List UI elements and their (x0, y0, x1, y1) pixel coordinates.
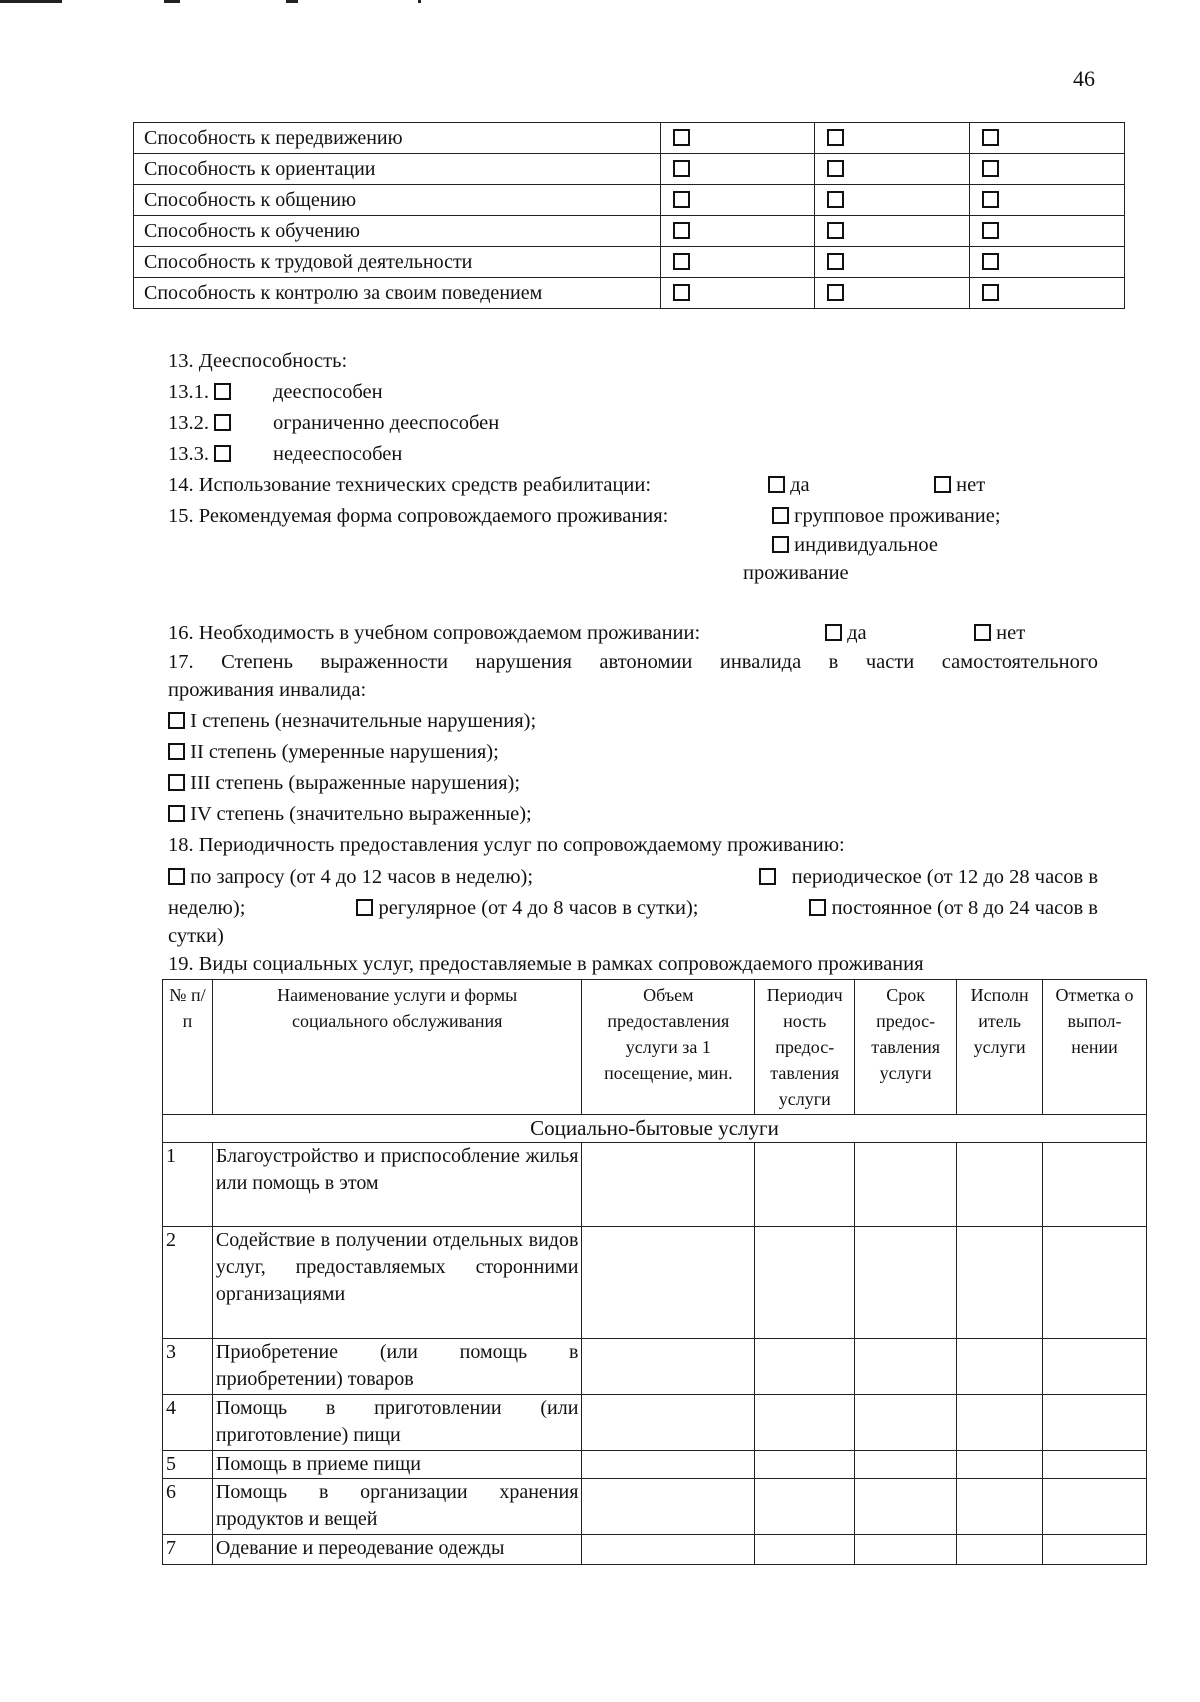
checkbox[interactable] (827, 222, 844, 239)
mark-cell[interactable] (1043, 1227, 1147, 1339)
option-label: дееспособен (273, 381, 383, 403)
volume-cell[interactable] (582, 1227, 755, 1339)
column-header-term: Срок предос- тавления услуги (855, 980, 957, 1115)
capacity-option (168, 377, 231, 408)
checkbox[interactable] (214, 445, 231, 462)
checkbox[interactable] (673, 222, 690, 239)
table-row (134, 278, 1125, 309)
row-number: 2 (163, 1227, 213, 1339)
row-number: 6 (163, 1479, 213, 1535)
checkbox[interactable] (827, 284, 844, 301)
q18-options-line1 (168, 862, 1098, 893)
q15-option-group (772, 501, 1001, 532)
service-name: Благоустройство и приспособление жилья или помощь в этом (212, 1143, 581, 1227)
service-name: Приобретение (или помощь в приобретении) товаров (212, 1339, 581, 1395)
row-number: 5 (163, 1451, 213, 1479)
degree-option (168, 768, 520, 799)
table-row (163, 1395, 1147, 1451)
table-row (134, 185, 1125, 216)
term-cell[interactable] (855, 1227, 957, 1339)
period-cell[interactable] (755, 1451, 855, 1479)
option-label: постоянное (от 8 до 24 часов в (831, 897, 1098, 919)
checkbox[interactable] (673, 129, 690, 146)
checkbox[interactable] (214, 414, 231, 431)
checkbox[interactable] (982, 284, 999, 301)
table-row (134, 154, 1125, 185)
checkbox[interactable] (934, 476, 951, 493)
option-label: проживание (743, 562, 849, 584)
period-cell[interactable] (755, 1227, 855, 1339)
column-header-num: № п/п (163, 980, 213, 1115)
q16-text: 16. Необходимость в учебном сопровождаемом проживании: (168, 622, 701, 644)
q18-option-regular (356, 893, 698, 924)
checkbox[interactable] (673, 253, 690, 270)
option-label: периодическое (от 12 до 28 часов в (791, 866, 1098, 888)
checkbox[interactable] (772, 507, 789, 524)
executor-cell[interactable] (957, 1535, 1043, 1565)
checkbox[interactable] (809, 899, 826, 916)
table-row (134, 123, 1125, 154)
volume-cell[interactable] (582, 1535, 755, 1565)
service-name: Помощь в приготовлении (или приготовление) пищи (212, 1395, 581, 1451)
executor-cell[interactable] (957, 1227, 1043, 1339)
q18-title: 18. Периодичность предоставления услуг по сопровождаемому проживанию: (168, 834, 845, 856)
checkbox[interactable] (982, 129, 999, 146)
column-header-name: Наименование услуги и формы социального обслуживания (212, 980, 581, 1115)
option-label: IV степень (значительно выраженные); (190, 803, 532, 825)
option-label: II степень (умеренные нарушения); (190, 741, 499, 763)
ability-label: Способность к обучению (134, 216, 661, 247)
option-label: ограниченно дееспособен (273, 412, 500, 434)
mark-cell[interactable] (1043, 1143, 1147, 1227)
period-cell[interactable] (755, 1395, 855, 1451)
option-number: 13.3. (168, 443, 209, 465)
checkbox[interactable] (356, 899, 373, 916)
ability-label: Способность к контролю за своим поведением (134, 278, 661, 309)
term-cell[interactable] (855, 1451, 957, 1479)
period-cell[interactable] (755, 1479, 855, 1535)
term-cell[interactable] (855, 1395, 957, 1451)
degree-option (168, 799, 532, 830)
row-number: 4 (163, 1395, 213, 1451)
checkbox[interactable] (168, 774, 185, 791)
checkbox[interactable] (827, 253, 844, 270)
checkbox[interactable] (974, 624, 991, 641)
abilities-table (133, 122, 1125, 309)
q17-text: 17. Степень выраженности нарушения автономии инвалида в части самостоятельного (168, 651, 1098, 673)
checkbox[interactable] (982, 222, 999, 239)
checkbox[interactable] (827, 160, 844, 177)
capacity-option (168, 439, 231, 470)
checkbox[interactable] (982, 160, 999, 177)
volume-cell[interactable] (582, 1395, 755, 1451)
q18-option-request (168, 862, 533, 893)
executor-cell[interactable] (957, 1339, 1043, 1395)
executor-cell[interactable] (957, 1395, 1043, 1451)
table-row (163, 1479, 1147, 1535)
row-number: 1 (163, 1143, 213, 1227)
table-row (163, 1143, 1147, 1227)
executor-cell[interactable] (957, 1451, 1043, 1479)
option-label: недееспособен (273, 443, 403, 465)
mark-cell[interactable] (1043, 1339, 1147, 1395)
term-cell[interactable] (855, 1479, 957, 1535)
q17-text-cont: проживания инвалида: (168, 679, 367, 701)
option-number: 13.1. (168, 381, 209, 403)
row-number: 7 (163, 1535, 213, 1565)
volume-cell[interactable] (582, 1339, 755, 1395)
service-name: Содействие в получении отдельных видов услуг, предоставляемых сторонними организациями (212, 1227, 581, 1339)
volume-cell[interactable] (582, 1451, 755, 1479)
checkbox[interactable] (168, 712, 185, 729)
service-name: Одевание и переодевание одежды (212, 1535, 581, 1565)
option-label: регулярное (от 4 до 8 часов в сутки); (378, 897, 699, 919)
checkbox[interactable] (827, 191, 844, 208)
table-row (134, 247, 1125, 278)
q14-yes (768, 470, 810, 501)
q19-title: 19. Виды социальных услуг, предоставляемые в рамках сопровождаемого проживания (168, 953, 924, 975)
option-label: групповое проживание; (794, 505, 1001, 527)
volume-cell[interactable] (582, 1143, 755, 1227)
checkbox[interactable] (768, 476, 785, 493)
table-row (163, 1339, 1147, 1395)
checkbox[interactable] (982, 253, 999, 270)
checkbox[interactable] (214, 383, 231, 400)
section-row (163, 1115, 1147, 1143)
q18-option-constant (809, 893, 1098, 924)
table-row (134, 216, 1125, 247)
ability-label: Способность к передвижению (134, 123, 661, 154)
degree-option (168, 706, 536, 737)
option-label: да (790, 474, 810, 496)
q14-no (934, 470, 985, 501)
term-cell[interactable] (855, 1535, 957, 1565)
q15-text: 15. Рекомендуемая форма сопровождаемого проживания: (168, 505, 669, 527)
period-cell[interactable] (755, 1339, 855, 1395)
row-number: 3 (163, 1339, 213, 1395)
page-number: 46 (1073, 66, 1095, 91)
services-table (162, 979, 1147, 1565)
capacity-option (168, 408, 231, 439)
degree-option (168, 737, 499, 768)
mark-cell[interactable] (1043, 1395, 1147, 1451)
option-label: да (847, 622, 867, 644)
q16-yes (825, 618, 867, 649)
option-label: сутки) (168, 925, 224, 947)
column-header-executor: Исполн итель услуги (957, 980, 1043, 1115)
checkbox[interactable] (673, 284, 690, 301)
q16-no (974, 618, 1025, 649)
table-row (163, 1535, 1147, 1565)
ability-label: Способность к ориентации (134, 154, 661, 185)
column-header-mark: Отметка о выпол- нении (1043, 980, 1147, 1115)
term-cell[interactable] (855, 1143, 957, 1227)
checkbox[interactable] (673, 191, 690, 208)
service-name: Помощь в приеме пищи (212, 1451, 581, 1479)
section-title: Социально-бытовые услуги (163, 1115, 1147, 1143)
checkbox[interactable] (772, 536, 789, 553)
option-number: 13.2. (168, 412, 209, 434)
q15-option-individual (772, 530, 938, 561)
option-label: неделю); (168, 897, 246, 919)
q14-text: 14. Использование технических средств реабилитации: (168, 474, 652, 496)
term-cell[interactable] (855, 1339, 957, 1395)
ability-label: Способность к трудовой деятельности (134, 247, 661, 278)
option-label: индивидуальное (794, 534, 938, 556)
option-label: по запросу (от 4 до 12 часов в неделю); (190, 866, 534, 888)
checkbox[interactable] (982, 191, 999, 208)
checkbox[interactable] (825, 624, 842, 641)
column-header-volume: Объем предоставления услуги за 1 посещение, мин. (582, 980, 755, 1115)
executor-cell[interactable] (957, 1143, 1043, 1227)
checkbox[interactable] (759, 868, 776, 885)
executor-cell[interactable] (957, 1479, 1043, 1535)
period-cell[interactable] (755, 1535, 855, 1565)
column-header-period: Периодич ность предос- тавления услуги (755, 980, 855, 1115)
volume-cell[interactable] (582, 1479, 755, 1535)
checkbox[interactable] (673, 160, 690, 177)
option-label: III степень (выраженные нарушения); (190, 772, 521, 794)
checkbox[interactable] (168, 743, 185, 760)
q18-options-line2 (168, 893, 1098, 924)
mark-cell[interactable] (1043, 1451, 1147, 1479)
table-row (163, 1451, 1147, 1479)
q18-option-periodic (759, 862, 1098, 893)
ability-label: Способность к общению (134, 185, 661, 216)
checkbox[interactable] (168, 805, 185, 822)
period-cell[interactable] (755, 1143, 855, 1227)
service-name: Помощь в организации хранения продуктов и вещей (212, 1479, 581, 1535)
table-row (163, 1227, 1147, 1339)
checkbox[interactable] (168, 868, 185, 885)
checkbox[interactable] (827, 129, 844, 146)
mark-cell[interactable] (1043, 1479, 1147, 1535)
capacity-title: 13. Дееспособность: (168, 350, 348, 372)
option-label: нет (996, 622, 1026, 644)
option-label: нет (956, 474, 986, 496)
option-label: I степень (незначительные нарушения); (190, 710, 537, 732)
mark-cell[interactable] (1043, 1535, 1147, 1565)
table-header-row (163, 980, 1147, 1115)
questionnaire-section (168, 346, 1098, 976)
